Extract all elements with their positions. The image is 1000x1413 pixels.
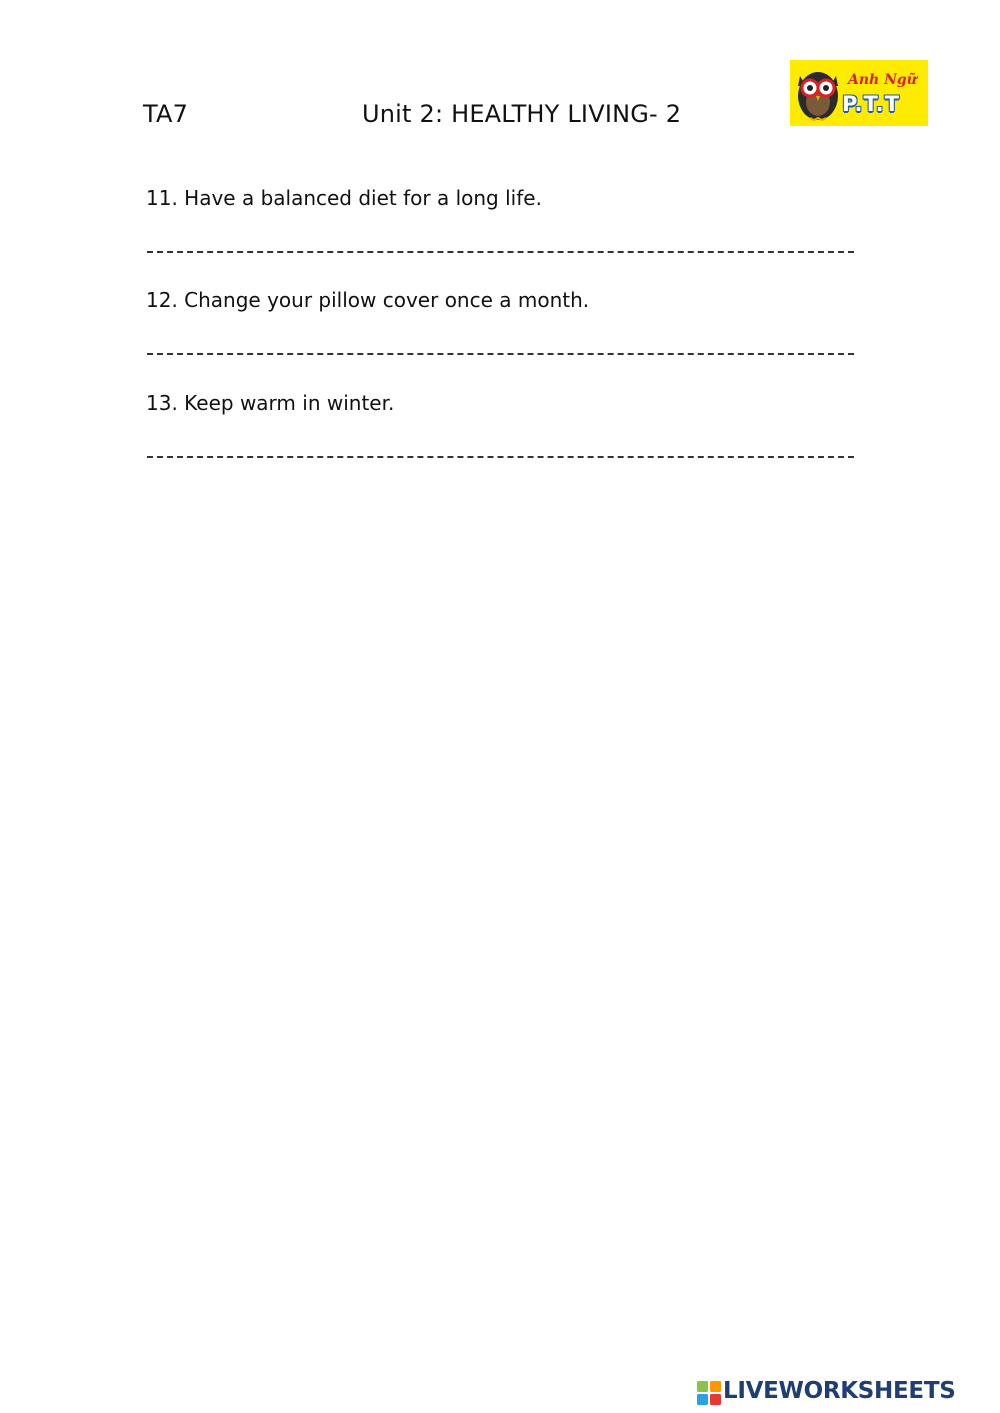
question-13: 13. Keep warm in winter. (146, 391, 395, 415)
liveworksheets-logo-icon (697, 1381, 721, 1405)
logo-brand-name: P.T.T (842, 92, 900, 116)
logo-brand-line: Anh Ngữ (848, 72, 917, 88)
page-title: Unit 2: HEALTHY LIVING- 2 (362, 100, 682, 128)
footer-brand-name: LIVEWORKSHEETS (723, 1378, 956, 1404)
question-12: 12. Change your pillow cover once a month. (146, 288, 590, 312)
answer-line-13[interactable] (147, 456, 854, 458)
worksheet-code: TA7 (143, 100, 189, 128)
answer-line-12[interactable] (147, 353, 854, 355)
answer-line-11[interactable] (147, 251, 854, 253)
school-logo (790, 60, 928, 126)
question-11: 11. Have a balanced diet for a long life. (146, 186, 542, 210)
